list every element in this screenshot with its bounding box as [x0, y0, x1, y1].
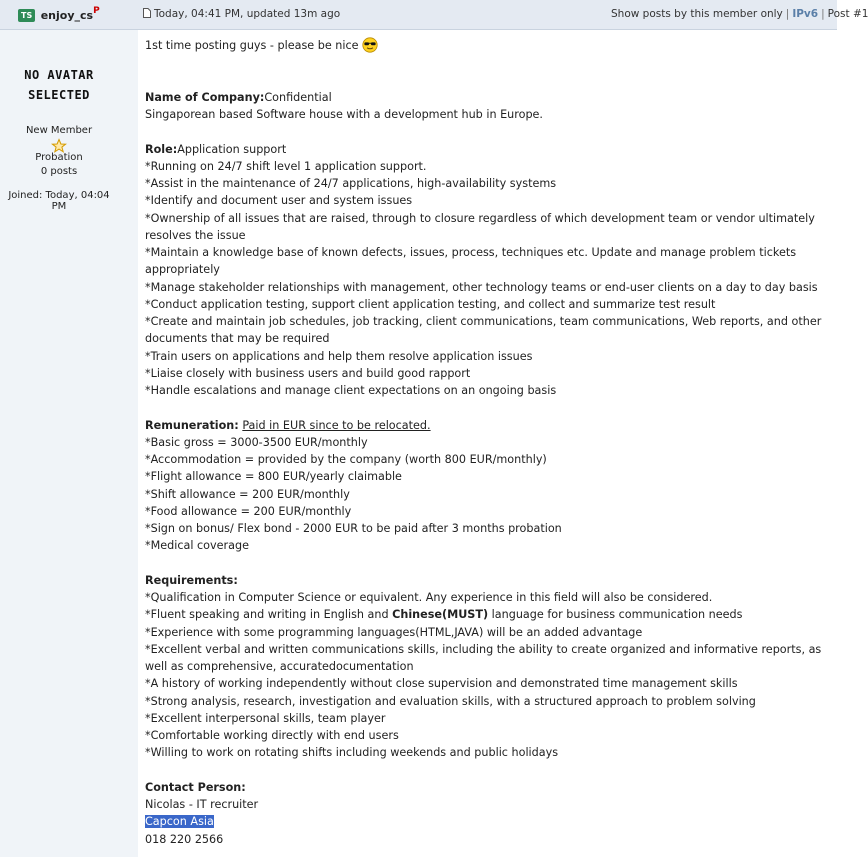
blank-line [145, 54, 835, 71]
ipv6-badge: IPv6 [792, 8, 819, 20]
contact-label: Contact Person: [145, 780, 246, 794]
remuneration-value: Paid in EUR since to be relocated. [242, 418, 431, 432]
remuneration-item: *Basic gross = 3000-3500 EUR/monthly [145, 435, 368, 449]
intro-text: 1st time posting guys - please be nice [145, 39, 359, 52]
role-item: *Train users on applications and help them resolve application issues [145, 349, 533, 363]
author-sidebar [0, 30, 138, 857]
role-item: *Ownership of all issues that are raised, through to closure regardless of which development team or vendor ultimately resolves the issue [145, 211, 815, 242]
blank-line [145, 399, 835, 416]
blank-line [145, 555, 835, 572]
contact-company-line [145, 813, 835, 830]
requirement-item: *Strong analysis, research, investigation and evaluation skills, with a structured approach to problem solving [145, 694, 756, 708]
role-item: *Manage stakeholder relationships with management, other technology teams or end-user clients on a day to day basis [145, 280, 818, 294]
requirement-item: *Excellent verbal and written communications skills, including the ability to create organized and informative reports, as well as comprehensive, accuratedocumentation [145, 642, 822, 673]
post-datetime [143, 8, 340, 20]
requirements-label: Requirements: [145, 573, 238, 587]
post-document-icon [143, 8, 151, 18]
requirement-text: language for business communication needs [488, 608, 743, 622]
role-item: *Liaise closely with business users and build good rapport [145, 366, 471, 380]
company-label: Name of Company: [145, 90, 265, 104]
post-author [18, 8, 100, 22]
post-intro [145, 37, 835, 54]
remuneration-item: *Shift allowance = 200 EUR/monthly [145, 487, 350, 501]
requirement-item: *Willing to work on rotating shifts including weekends and public holidays [145, 746, 559, 760]
post-header-actions [611, 8, 868, 20]
ts-badge: TS [18, 9, 35, 22]
member-status: Probation [35, 152, 83, 163]
remuneration-item: *Flight allowance = 800 EUR/yearly claimable [145, 470, 402, 484]
requirement-item: *A history of working independently without close supervision and demonstrated time management skills [145, 677, 738, 691]
requirement-item: *Qualification in Computer Science or equivalent. Any experience in this field will also be considered. [145, 591, 713, 604]
blank-line [145, 762, 835, 779]
role-item: *Conduct application testing, support client application testing, and collect and summarize test result [145, 297, 716, 311]
requirement-item: *Experience with some programming languages(HTML,JAVA) will be an added advantage [145, 625, 643, 639]
requirement-text: *Fluent speaking and writing in English and [145, 608, 393, 622]
blank-line [145, 123, 835, 140]
author-name-link[interactable]: enjoy_cs [40, 8, 94, 22]
role-item: *Running on 24/7 shift level 1 application support. [145, 159, 427, 173]
contact-company-selected: Capcon Asia [145, 815, 214, 829]
role-item: *Assist in the maintenance of 24/7 applications, high-availability systems [145, 177, 557, 190]
company-value: Confidential [264, 90, 332, 104]
post-body [145, 37, 835, 848]
role-item: *Maintain a knowledge base of known defects, issues, process, techniques etc. Update and manage problem tickets appropriately [145, 246, 797, 277]
remuneration-item: *Food allowance = 200 EUR/monthly [145, 504, 352, 518]
requirement-item [145, 606, 835, 623]
role-item: *Identify and document user and system issues [145, 194, 413, 208]
contact-name: Nicolas - IT recruiter [145, 798, 259, 811]
role-item: *Handle escalations and manage client expectations on an ongoing basis [145, 384, 557, 397]
remuneration-label: Remuneration: [145, 418, 239, 432]
requirement-emphasis: Chinese(MUST) [392, 608, 489, 622]
avatar-text-line: NO AVATAR [24, 68, 94, 82]
post-header [0, 0, 868, 30]
remuneration-line [145, 417, 835, 434]
post-datetime-text: Today, 04:41 PM, updated 13m ago [154, 8, 341, 20]
author-mark: P [93, 6, 100, 16]
role-value: Application support [177, 142, 287, 156]
role-label: Role: [145, 142, 178, 156]
avatar-text-line: SELECTED [28, 88, 90, 102]
member-joined-date: Joined: Today, 04:04 PM [8, 190, 110, 212]
remuneration-item: *Sign on bonus/ Flex bond - 2000 EUR to be paid after 3 months probation [145, 522, 562, 535]
separator: | [821, 8, 825, 20]
role-item: *Create and maintain job schedules, job tracking, client communications, team communications, Web reports, and other documents that may be required [145, 315, 822, 346]
show-posts-link[interactable]: Show posts by this member only [611, 8, 783, 20]
remuneration-item: *Medical coverage [145, 539, 249, 553]
role-line [145, 141, 835, 158]
avatar-placeholder [0, 65, 118, 105]
member-post-count: 0 posts [40, 166, 78, 177]
company-line [145, 89, 835, 106]
requirement-item: *Excellent interpersonal skills, team player [145, 711, 386, 725]
company-description: Singaporean based Software house with a development hub in Europe. [145, 108, 543, 121]
requirement-item: *Comfortable working directly with end users [145, 729, 399, 742]
separator: | [785, 8, 790, 20]
blank-line [145, 72, 835, 89]
contact-phone: 018 220 2566 [145, 832, 224, 846]
sunglasses-smiley-icon [362, 37, 378, 53]
remuneration-item: *Accommodation = provided by the company (worth 800 EUR/monthly) [145, 453, 547, 466]
post-number-link[interactable]: Post #1 [827, 8, 868, 20]
member-group: New Member [25, 125, 93, 136]
